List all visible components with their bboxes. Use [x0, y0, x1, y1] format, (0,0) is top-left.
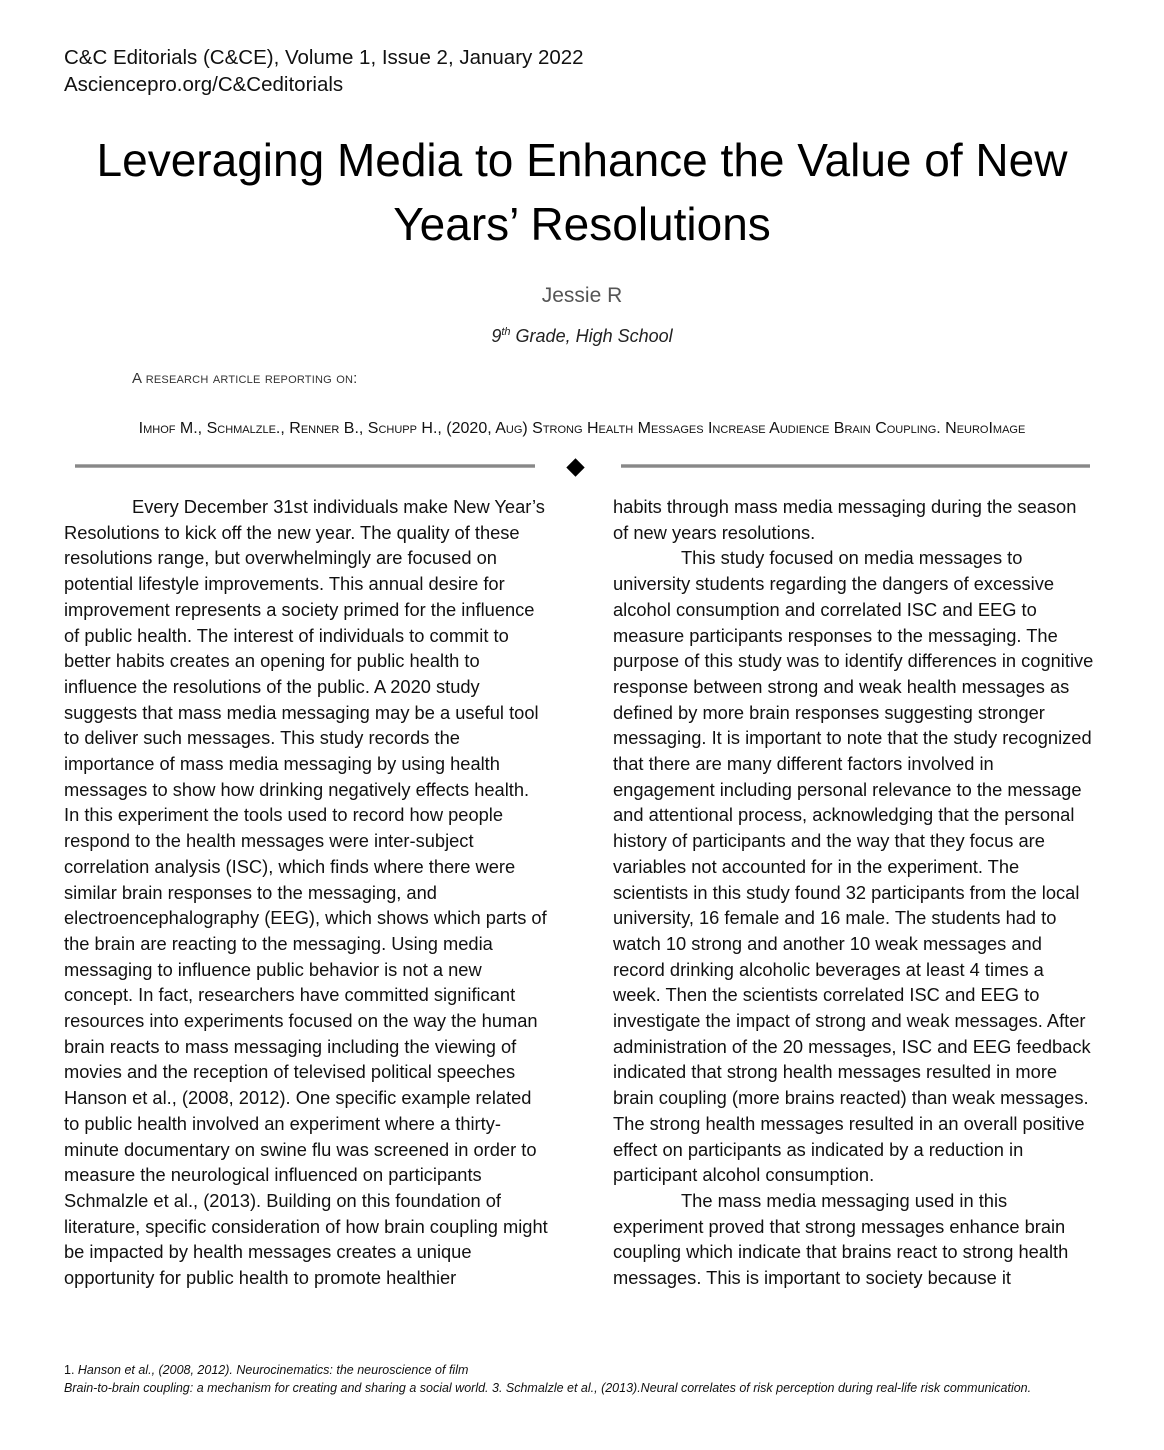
article-title: Leveraging Media to Enhance the Value of New Years’ Resolutions [96, 134, 1068, 250]
body-column-left [64, 494, 549, 1291]
grade-rest: Grade, High School [510, 326, 673, 346]
footnote-text: Hanson et al., (2008, 2012). Neurocinematics: the neuroscience of film [77, 1363, 469, 1377]
footnote-2: Brain-to-brain coupling: a mechanism for creating and sharing a social world. 3. Schmalzle et al., (2013).Neural correlates of risk perception during real-life risk communication. [64, 1381, 1032, 1395]
journal-header [64, 44, 584, 98]
body-paragraph: This study focused on media messages to university students regarding the dangers of excessive alcohol consumption and correlated ISC and EEG to measure participants responses to the messaging. The purpose of this study was to identify differences in cognitive response between strong and weak health messages as defined by more brain responses suggesting stronger messaging. It is important to note that the study recognized that there are many different factors involved in engagement including personal relevance to the message and attentional process, acknowledging that the personal history of participants and the way that they focus are variables not accounted for in the experiment. The scientists in this study found 32 participants from the local university, 16 female and 16 male. The students had to watch 10 strong and another 10 weak messages and record drinking alcoholic beverages at least 4 times a week. Then the scientists correlated ISC and EEG to investigate the impact of strong and weak messages. After administration of the 20 messages, ISC and EEG feedback indicated that strong health messages resulted in more brain coupling (more brains reacted) than weak messages. The strong health messages resulted in an overall positive effect on participants as indicated by a reduction in participant alcohol consumption. [613, 547, 1094, 1186]
journal-url: Asciencepro.org/C&Ceditorials [64, 73, 344, 96]
divider-right [621, 464, 1090, 468]
reporting-label: A research article reporting on: [132, 370, 358, 387]
body-paragraph: The mass media messaging used in this experiment proved that strong messages enhance brain coupling which indicate that brains react to strong health messages. This is important to society because it [613, 1189, 1069, 1289]
author-grade [0, 326, 1164, 347]
footnote-number: 1. [64, 1363, 78, 1377]
footnote-1 [64, 1361, 1064, 1379]
grade-suffix: th [501, 326, 511, 338]
journal-line: C&C Editorials (C&CE), Volume 1, Issue 2, January 2022 [64, 46, 584, 69]
divider-left [75, 464, 535, 468]
body-column-right [613, 494, 1095, 1291]
body-paragraph: habits through mass media messaging during the season of new years resolutions. [613, 496, 1077, 543]
body-paragraph: Every December 31st individuals make New Year’s Resolutions to kick off the new year. The quality of these resolutions range, but overwhelmingly are focused on potential lifestyle improvements. This annual desire for improvement represents a society primed for the influence of public health. The interest of individuals to commit to better habits creates an opening for public health to influence the resolutions of the public. A 2020 study suggests that mass media messaging may be a useful tool to deliver such messages. This study records the importance of mass media messaging by using health messages to show how drinking negatively effects health. In this experiment the tools used to record how people respond to the health messages were inter-subject correlation analysis (ISC), which finds where there were similar brain responses to the messaging, and electroencephalography (EEG), which shows which parts of the brain are reacting to the messaging. Using media messaging to influence public behavior is not a new concept. In fact, researchers have committed significant resources into experiments focused on the way the human brain reacts to mass messaging including the viewing of movies and the reception of televised political speeches Hanson et al., (2008, 2012). One specific example related to public health involved an experiment where a thirty-minute documentary on swine flu was screened in order to measure the neurological influenced on participants Schmalzle et al., (2013). Building on this foundation of literature, specific consideration of how brain coupling might be impacted by health messages creates a unique opportunity for public health to promote healthier [64, 496, 548, 1289]
divider-diamond-icon [566, 458, 584, 476]
footnotes [64, 1361, 1064, 1397]
source-citation: Imhof M., Schmalzle., Renner B., Schupp H., (2020, Aug) Strong Health Messages Increase Audience Brain Coupling. NeuroImage [138, 420, 1026, 437]
author-name: Jessie R [541, 284, 623, 307]
grade-number: 9 [491, 326, 502, 346]
